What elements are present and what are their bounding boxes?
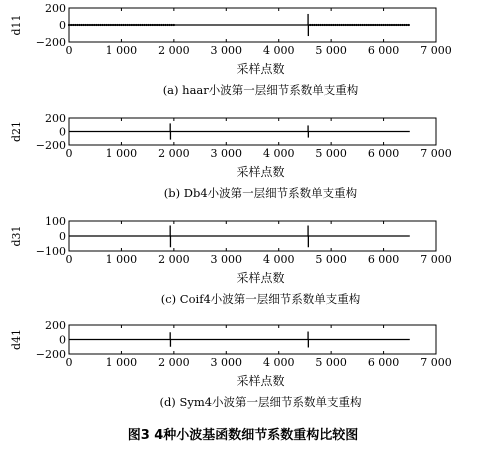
signal-point	[143, 24, 145, 26]
signal-point	[395, 24, 397, 26]
signal-point	[83, 24, 85, 26]
chart-panel-a	[10, 2, 452, 97]
signal-point	[87, 24, 89, 26]
signal-point	[156, 24, 158, 26]
signal-point	[150, 24, 152, 26]
signal-point	[145, 24, 147, 26]
signal-point	[376, 24, 378, 26]
x-tick-label: 2 000	[158, 356, 190, 369]
signal-point	[309, 24, 311, 26]
signal-point	[343, 24, 345, 26]
x-tick-label: 7 000	[420, 147, 452, 160]
signal-point	[322, 24, 324, 26]
signal-point	[372, 24, 374, 26]
x-tick-label: 0	[65, 147, 73, 160]
signal-point	[378, 24, 380, 26]
signal-point	[120, 24, 122, 26]
signal-point	[393, 24, 395, 26]
y-tick-label: 0	[59, 19, 66, 32]
signal-point	[391, 24, 393, 26]
signal-point	[330, 24, 332, 26]
x-tick-label: 1 000	[105, 253, 138, 266]
signal-point	[166, 24, 168, 26]
signal-point	[315, 24, 317, 26]
panel-caption: (c) Coif4小波第一层细节系数单支重构	[160, 292, 361, 306]
signal-point	[397, 24, 399, 26]
signal-point	[112, 24, 114, 26]
signal-point	[101, 24, 103, 26]
signal-point	[118, 24, 120, 26]
chart-panel-d	[10, 319, 452, 409]
signal-point	[116, 24, 118, 26]
y-axis-label: d41	[10, 328, 23, 351]
signal-point	[406, 24, 408, 26]
signal-point	[345, 24, 347, 26]
x-tick-label: 7 000	[420, 356, 452, 369]
y-tick-label: −200	[35, 139, 66, 152]
panel-caption: (a) haar小波第一层细节系数单支重构	[162, 83, 359, 97]
signal-point	[326, 24, 328, 26]
x-tick-label: 1 000	[105, 44, 138, 57]
signal-point	[104, 24, 106, 26]
signal-point	[78, 24, 80, 26]
chart-panel-b	[10, 112, 452, 200]
signal-point	[93, 24, 95, 26]
signal-point	[353, 24, 355, 26]
signal-point	[160, 24, 162, 26]
signal-point	[320, 24, 322, 26]
signal-point	[368, 24, 370, 26]
signal-point	[164, 24, 166, 26]
y-tick-label: 100	[45, 215, 66, 228]
panel-caption: (d) Sym4小波第一层细节系数单支重构	[159, 395, 362, 409]
signal-point	[349, 24, 351, 26]
x-tick-label: 5 000	[315, 356, 347, 369]
x-tick-label: 6 000	[367, 253, 400, 266]
x-tick-label: 2 000	[158, 44, 190, 57]
y-axis-label: d31	[10, 225, 23, 247]
signal-point	[114, 24, 116, 26]
y-tick-label: 0	[59, 125, 66, 139]
x-tick-label: 7 000	[420, 253, 452, 266]
signal-point	[169, 24, 171, 26]
x-tick-label: 2 000	[158, 253, 190, 266]
x-tick-label: 7 000	[420, 44, 452, 57]
signal-point	[362, 24, 364, 26]
x-tick-label: 1 000	[105, 356, 138, 369]
signal-point	[317, 24, 319, 26]
signal-point	[133, 24, 135, 26]
signal-point	[351, 24, 353, 26]
signal-point	[106, 24, 108, 26]
x-tick-label: 4 000	[262, 356, 295, 369]
signal-point	[97, 24, 99, 26]
y-tick-label: 0	[59, 333, 66, 347]
x-tick-label: 0	[65, 44, 73, 57]
signal-point	[129, 24, 131, 26]
x-tick-label: 5 000	[315, 44, 347, 57]
signal-point	[357, 24, 359, 26]
signal-point	[85, 24, 87, 26]
signal-point	[173, 24, 175, 26]
y-tick-label: 200	[45, 2, 66, 15]
signal-point	[332, 24, 334, 26]
x-axis-label: 采样点数	[236, 165, 285, 179]
signal-point	[70, 24, 72, 26]
signal-point	[131, 24, 133, 26]
x-tick-label: 0	[65, 356, 73, 369]
signal-point	[110, 24, 112, 26]
x-axis-label: 采样点数	[236, 374, 285, 388]
y-tick-label: −200	[35, 348, 66, 361]
signal-point	[171, 24, 173, 26]
signal-point	[68, 24, 70, 26]
signal-point	[382, 24, 384, 26]
x-tick-label: 0	[65, 253, 73, 266]
signal-point	[141, 24, 143, 26]
signal-point	[158, 24, 160, 26]
x-tick-label: 5 000	[315, 147, 347, 160]
x-tick-label: 4 000	[262, 253, 295, 266]
signal-point	[89, 24, 91, 26]
signal-point	[76, 24, 78, 26]
y-tick-label: −100	[35, 245, 66, 258]
signal-point	[355, 24, 357, 26]
signal-point	[72, 24, 74, 26]
signal-point	[380, 24, 382, 26]
signal-point	[154, 24, 156, 26]
signal-point	[387, 24, 389, 26]
x-tick-label: 3 000	[210, 147, 243, 160]
signal-point	[408, 24, 410, 26]
signal-point	[125, 24, 127, 26]
signal-point	[336, 24, 338, 26]
signal-point	[324, 24, 326, 26]
x-tick-label: 5 000	[315, 253, 347, 266]
y-tick-label: 0	[59, 230, 66, 243]
signal-point	[80, 24, 82, 26]
y-tick-label: 200	[45, 112, 66, 125]
signal-point	[364, 24, 366, 26]
signal-point	[127, 24, 129, 26]
y-axis-label: d11	[10, 14, 23, 36]
x-tick-label: 6 000	[367, 147, 400, 160]
x-tick-label: 2 000	[158, 147, 190, 160]
signal-point	[374, 24, 376, 26]
signal-point	[122, 24, 124, 26]
signal-point	[135, 24, 137, 26]
signal-point	[401, 24, 403, 26]
signal-point	[99, 24, 101, 26]
panel-caption: (b) Db4小波第一层细节系数单支重构	[163, 186, 358, 200]
signal-point	[152, 24, 154, 26]
signal-point	[347, 24, 349, 26]
signal-point	[108, 24, 110, 26]
x-tick-label: 4 000	[262, 147, 295, 160]
signal-point	[403, 24, 405, 26]
y-tick-label: −200	[35, 36, 66, 49]
signal-point	[341, 24, 343, 26]
y-axis-label: d21	[10, 120, 23, 143]
signal-point	[359, 24, 361, 26]
x-tick-label: 6 000	[367, 44, 400, 57]
x-tick-label: 3 000	[210, 44, 243, 57]
signal-point	[399, 24, 401, 26]
x-axis-label: 采样点数	[236, 271, 285, 285]
x-tick-label: 3 000	[210, 356, 243, 369]
x-tick-label: 3 000	[210, 253, 243, 266]
signal-point	[370, 24, 372, 26]
x-axis-label: 采样点数	[236, 62, 285, 76]
signal-point	[389, 24, 391, 26]
signal-point	[313, 24, 315, 26]
figure-title: 图3 4种小波基函数细节系数重构比较图	[127, 428, 359, 443]
y-tick-label: 200	[45, 319, 66, 332]
signal-point	[137, 24, 139, 26]
signal-point	[162, 24, 164, 26]
signal-point	[366, 24, 368, 26]
signal-point	[328, 24, 330, 26]
signal-point	[91, 24, 93, 26]
x-tick-label: 6 000	[367, 356, 400, 369]
signal-point	[311, 24, 313, 26]
signal-point	[385, 24, 387, 26]
signal-point	[95, 24, 97, 26]
signal-point	[139, 24, 141, 26]
signal-point	[74, 24, 76, 26]
x-tick-label: 1 000	[105, 147, 138, 160]
signal-point	[334, 24, 336, 26]
signal-point	[148, 24, 150, 26]
signal-point	[338, 24, 340, 26]
x-tick-label: 4 000	[262, 44, 295, 57]
chart-panel-c	[10, 215, 452, 306]
